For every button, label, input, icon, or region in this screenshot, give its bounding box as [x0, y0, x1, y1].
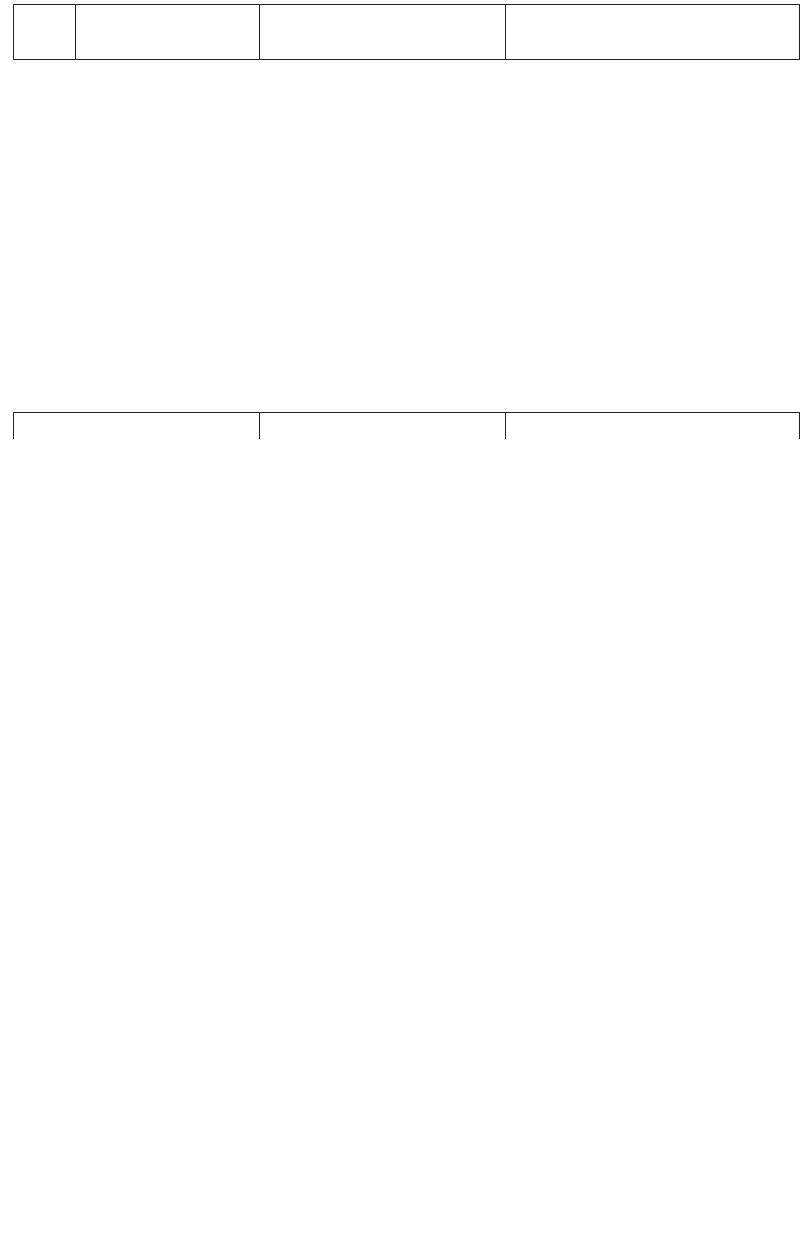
- header-judet: [76, 5, 260, 60]
- header-total-cases: [260, 5, 506, 60]
- total-label: [14, 413, 260, 440]
- header-nr-crt: [14, 5, 76, 60]
- new-cases-sum: [506, 413, 800, 440]
- total-row: [14, 413, 800, 440]
- cases-table-top: [13, 4, 800, 60]
- total-cases-sum: [260, 413, 506, 440]
- header-row: [14, 5, 800, 60]
- cases-table-bottom: [13, 412, 800, 439]
- header-new-cases: [506, 5, 800, 60]
